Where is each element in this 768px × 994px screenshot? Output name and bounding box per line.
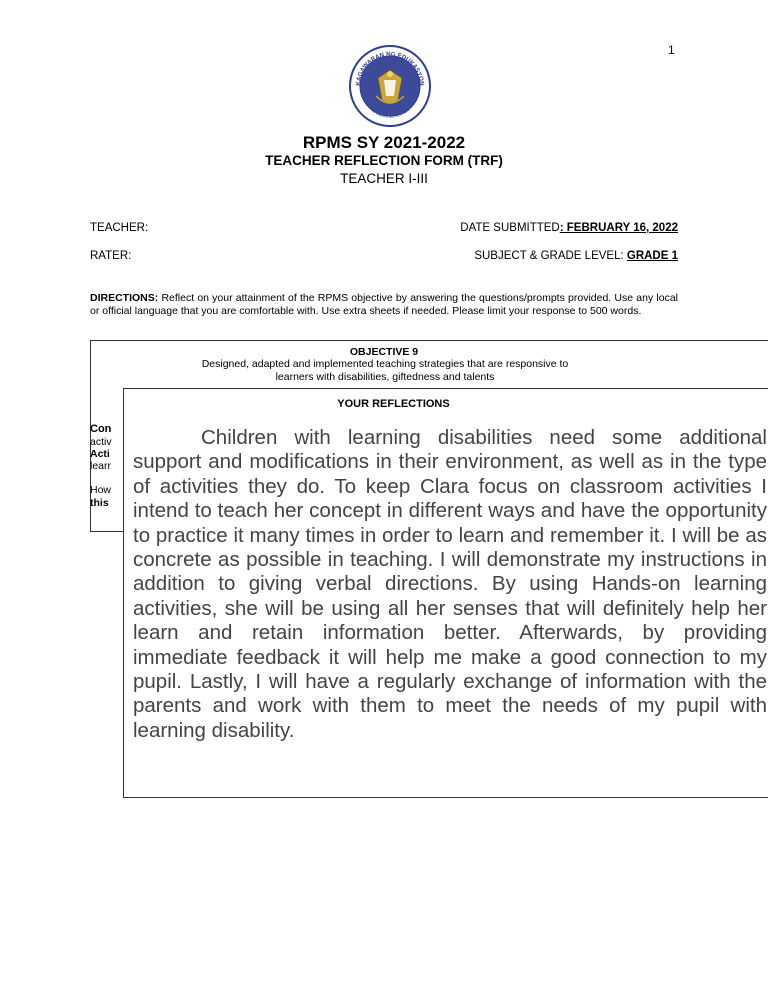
rater-field-label: RATER: [90,250,132,262]
directions-text [90,292,678,318]
date-submitted-value: : FEBRUARY 16, 2022 [559,222,678,234]
directions-label: DIRECTIONS: [90,292,159,304]
teacher-field-label: TEACHER: [90,222,149,234]
reflections-body: Children with learning disabilities need some additional support and modifications in their environment, as well as in the type of activities they do. To keep Clara focus on classroom activities I intend to teach her concept in different ways and have the opportunity to practice it many times in order to learn and remember it. I will be as concrete as possible in teaching. I will demonstrate my instructions in addition to giving verbal directions. By using Hands-on learning activities, she will be using all her senses that will definitely help her learn and retain information better. Afterwards, by providing immediate feedback it will help me make a good connection to my pupil. Lastly, I will have a regularly exchange of information with the parents and work with them to meet the needs of my pupil with learning disability. [133,426,767,742]
deped-seal-icon [348,44,432,128]
partial-text-activ: activ [90,436,112,448]
partial-text-con: Con [90,423,112,435]
reflections-title: YOUR REFLECTIONS [337,398,450,410]
seal-top-text: KAGAWARAN NG EDUKASYON [354,50,426,86]
partial-text-learr: learr [90,460,112,472]
date-submitted-label: DATE SUBMITTED [460,222,560,234]
subject-grade-label: SUBJECT & GRADE LEVEL: [474,250,627,262]
seal-bottom-text: REPUBLIKA NG PILIPINAS [369,107,411,120]
partial-text-this: this [90,497,109,509]
subject-grade-value: GRADE 1 [626,250,678,262]
subject-grade-field [474,250,678,262]
teacher-level: TEACHER I-III [340,171,428,186]
form-title: TEACHER REFLECTION FORM (TRF) [265,153,503,168]
page-number: 1 [668,43,675,57]
partial-text-how: How [90,484,112,496]
objective-title: OBJECTIVE 9 [349,346,419,358]
date-submitted-field [460,222,678,234]
page-title: RPMS SY 2021-2022 [302,133,466,152]
objective-description: Designed, adapted and implemented teaching strategies that are responsive to learners with disabilities, giftedness and talents [201,358,569,383]
partial-text-acti: Acti [90,448,110,460]
directions-body: Reflect on your attainment of the RPMS objective by answering the questions/prompts provided. Use any local or official language that you are comfortable with. Use extra sheets if needed. Please limit your response to 500 words. [90,292,678,317]
